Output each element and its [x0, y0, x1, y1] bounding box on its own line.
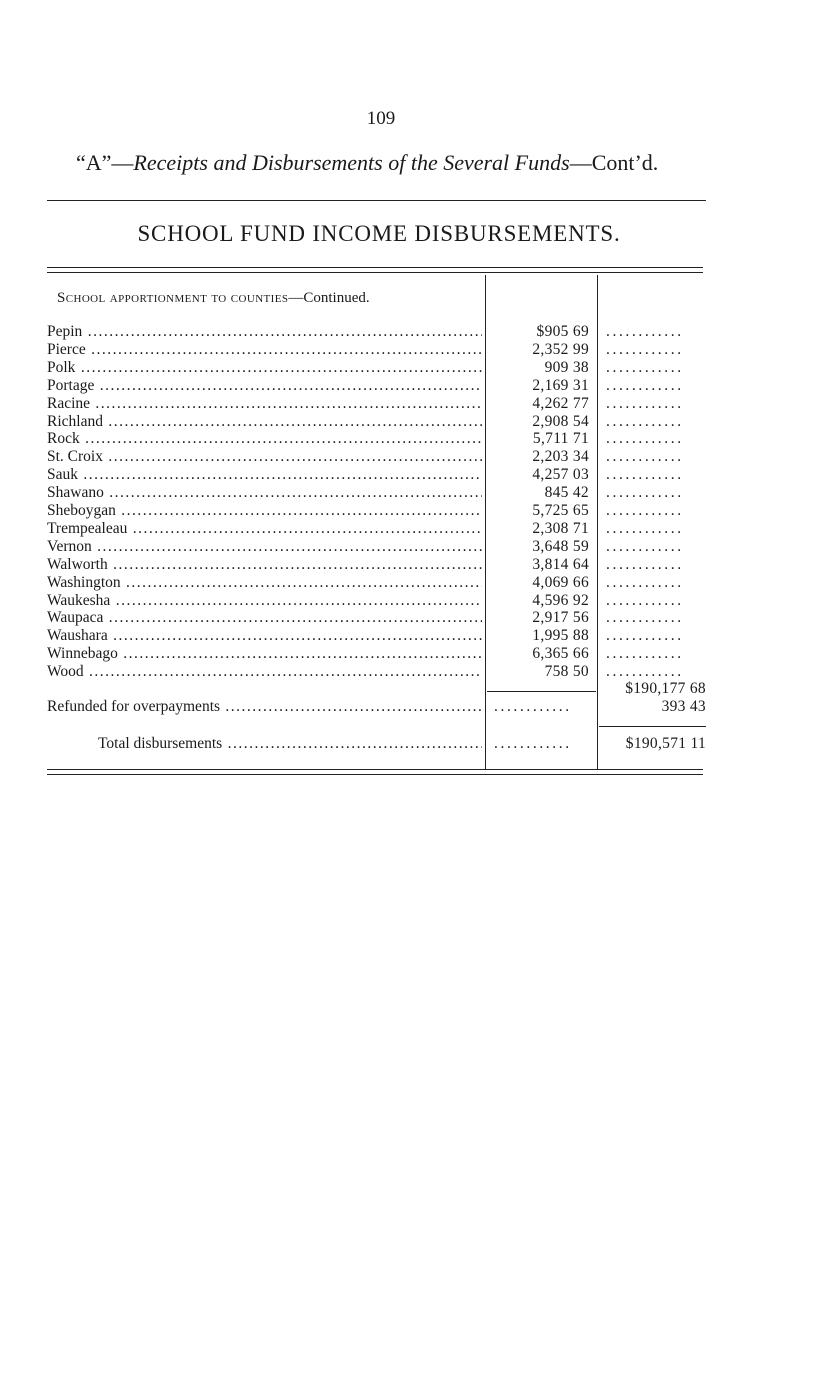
- refund-amount: 393 43: [661, 698, 706, 715]
- table-bottom-rule: [47, 769, 703, 775]
- table-row: [0, 413, 824, 431]
- table-row: [0, 430, 824, 448]
- county-amount: 845 42: [544, 484, 589, 502]
- table-row: [0, 574, 824, 592]
- county-name: Shawano .....: [47, 484, 482, 502]
- county-name: Sheboygan .....: [47, 502, 482, 520]
- total-column-leader: ............: [606, 323, 684, 340]
- table-row: [0, 502, 824, 520]
- table-row: [0, 448, 824, 466]
- refund-leader: ............: [494, 698, 572, 715]
- county-amount: 4,596 92: [532, 591, 589, 609]
- total-column-leader: ............: [606, 591, 684, 609]
- caption-label: School apportionment to counties: [57, 290, 289, 306]
- total-column-leader: ............: [606, 555, 684, 573]
- county-name: Richland .....: [47, 413, 482, 431]
- table-row: [0, 645, 824, 663]
- table-row: [0, 520, 824, 538]
- county-amount: 5,725 65: [532, 502, 589, 519]
- table-row: [0, 484, 824, 502]
- total-column-leader: ............: [606, 663, 684, 681]
- total-column-leader: ............: [606, 484, 684, 502]
- total-label: Total disbursements .....: [98, 735, 482, 753]
- county-name: Trempealeau .....: [47, 520, 482, 538]
- county-amount: 4,262 77: [532, 394, 589, 412]
- table-row: [0, 377, 824, 395]
- table-row: [0, 359, 824, 377]
- total-leader: ............: [494, 735, 572, 752]
- total-column-leader: ............: [606, 340, 684, 358]
- total-column-leader: ............: [606, 537, 684, 555]
- county-amount: 2,203 34: [532, 448, 589, 466]
- refund-label: Refunded for overpayments .....: [47, 698, 482, 716]
- total-column-leader: ............: [606, 573, 684, 591]
- county-name: Pierce .....: [47, 341, 482, 359]
- subtotal-row: [0, 680, 824, 698]
- county-name: Waushara .....: [47, 627, 482, 645]
- page-number: 109: [366, 108, 396, 129]
- county-amount: 3,814 64: [532, 555, 589, 573]
- total-column-leader: ............: [606, 466, 684, 484]
- header-rule: [47, 200, 706, 201]
- table-row: [0, 395, 824, 413]
- page-subtitle: [76, 150, 708, 176]
- caption-suffix: —Continued.: [288, 290, 370, 306]
- table-row: [0, 609, 824, 627]
- total-column-leader: ............: [606, 519, 684, 537]
- county-amount: 2,352 99: [532, 340, 589, 358]
- table-caption: [57, 290, 370, 307]
- total-column-leader: ............: [606, 627, 684, 645]
- table-row: [0, 627, 824, 645]
- county-amount: 909 38: [544, 358, 589, 376]
- total-rule: [599, 726, 706, 727]
- county-amount: 6,365 66: [532, 645, 589, 663]
- total-column-leader: ............: [606, 609, 684, 627]
- total-column-leader: ............: [606, 430, 684, 448]
- county-amount: 2,908 54: [532, 412, 589, 430]
- county-name: Walworth .....: [47, 556, 482, 574]
- table-row: [0, 341, 824, 359]
- county-name: Winnebago .....: [47, 645, 482, 663]
- county-amount: 2,169 31: [532, 376, 589, 394]
- county-amount: 2,917 56: [532, 609, 589, 627]
- table-row: [0, 323, 824, 341]
- total-column-leader: ............: [606, 502, 684, 519]
- county-amount: 2,308 71: [532, 519, 589, 537]
- county-name: Washington .....: [47, 574, 482, 592]
- county-amount: $905 69: [536, 323, 589, 340]
- total-column-leader: ............: [606, 394, 684, 412]
- total-column-leader: ............: [606, 448, 684, 466]
- total-column-leader: ............: [606, 645, 684, 663]
- total-amount: $190,571 11: [625, 735, 706, 752]
- county-name: Waukesha .....: [47, 592, 482, 610]
- subtitle-suffix: —Cont’d.: [569, 150, 659, 175]
- total-column-leader: ............: [606, 412, 684, 430]
- table-row: [0, 556, 824, 574]
- subtitle-prefix: “A”—: [76, 150, 134, 175]
- subtitle-italic: Receipts and Disbursements of the Several Funds: [133, 150, 570, 175]
- table-row: [0, 538, 824, 556]
- section-title: SCHOOL FUND INCOME DISBURSEMENTS.: [137, 221, 621, 246]
- county-name: Vernon .....: [47, 538, 482, 556]
- county-amount: 4,257 03: [532, 466, 589, 484]
- table-top-rule: [47, 267, 703, 273]
- table-row: [0, 592, 824, 610]
- table-row: [0, 466, 824, 484]
- county-name: Waupaca .....: [47, 609, 482, 627]
- subtotal-amount: $190,177 68: [625, 680, 706, 697]
- county-name: Sauk .....: [47, 466, 482, 484]
- county-name: Polk .....: [47, 359, 482, 377]
- total-row: [0, 735, 824, 753]
- county-name: Racine .....: [47, 395, 482, 413]
- county-name: Rock .....: [47, 430, 482, 448]
- county-amount: 4,069 66: [532, 573, 589, 591]
- total-column-leader: ............: [606, 376, 684, 394]
- county-name: Portage .....: [47, 377, 482, 395]
- county-amount: 3,648 59: [532, 537, 589, 555]
- table-row: [0, 663, 824, 681]
- total-column-leader: ............: [606, 358, 684, 376]
- county-name: Pepin .....: [47, 323, 482, 341]
- county-name: Wood .....: [47, 663, 482, 681]
- refund-row: [0, 698, 824, 716]
- county-amount: 5,711 71: [532, 430, 589, 448]
- county-amount: 758 50: [544, 663, 589, 681]
- county-name: St. Croix .....: [47, 448, 482, 466]
- county-amount: 1,995 88: [532, 627, 589, 645]
